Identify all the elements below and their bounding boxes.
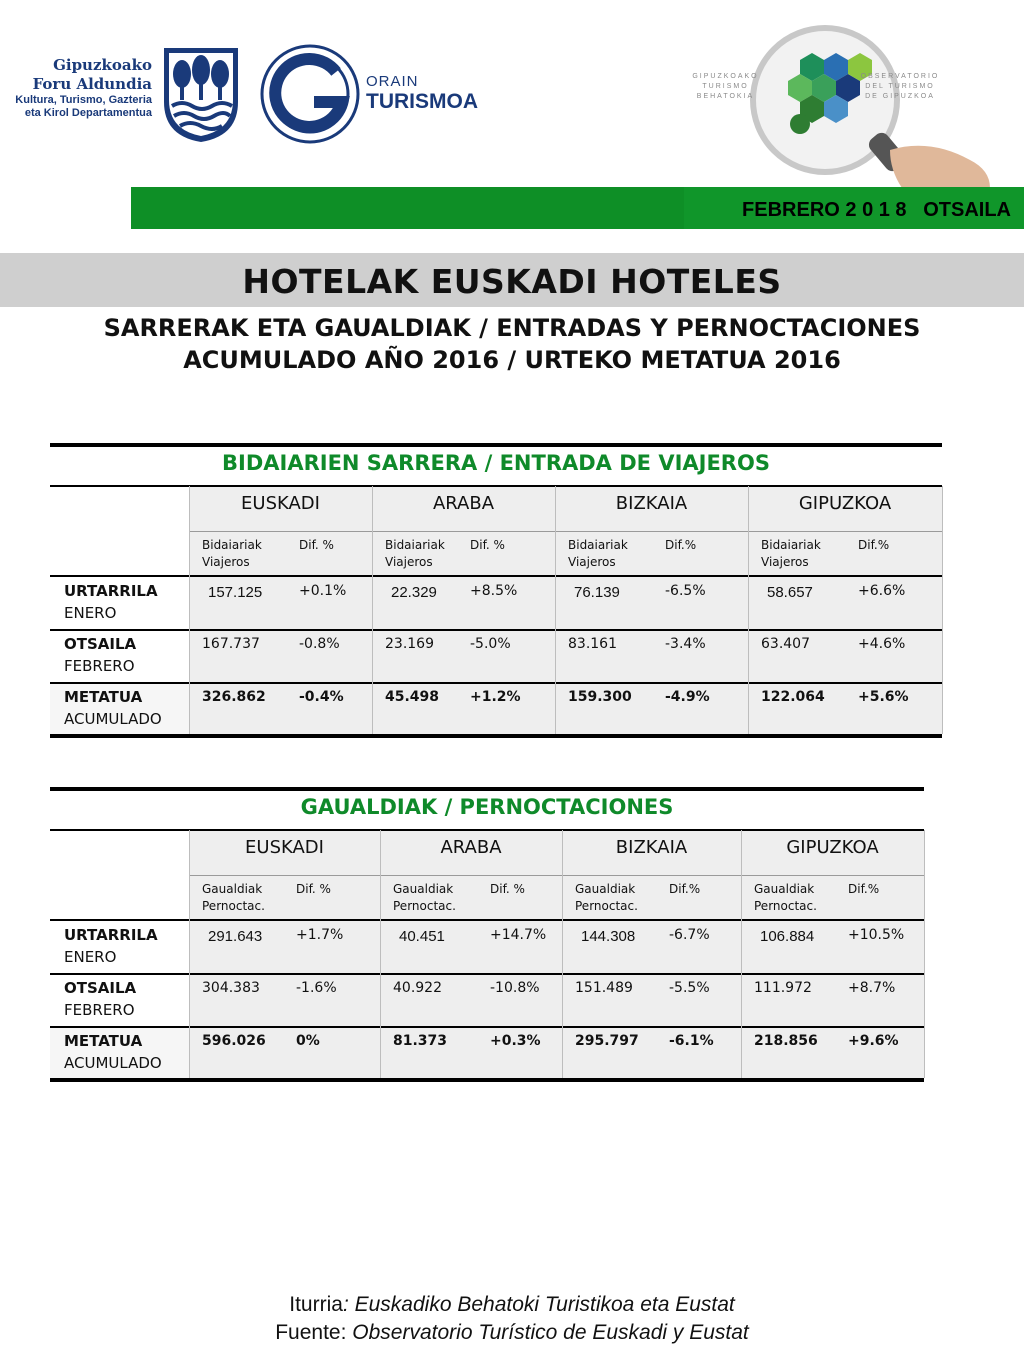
dif-cell: -5.0%	[470, 636, 511, 652]
dif-label: Dif. %	[490, 882, 525, 896]
dif-label: Dif.%	[665, 538, 697, 552]
row-label-eu: OTSAILA	[64, 979, 137, 997]
page-title: HOTELAK EUSKADI HOTELES	[242, 262, 782, 301]
date-label: FEBRERO 2 0 1 8 OTSAILA	[742, 199, 1011, 221]
sub-label: Viajeros	[568, 555, 616, 569]
sub-label: Gaualdiak	[754, 882, 815, 896]
dif-cell: +4.6%	[858, 636, 906, 652]
sub-label: Bidaiariak	[202, 538, 262, 552]
dif-cell: +0.3%	[490, 1033, 541, 1049]
orain-turismoa-logo	[366, 74, 478, 114]
obs-left-line-1: GIPUZKOAKO	[692, 73, 759, 80]
dif-cell: -0.4%	[299, 689, 344, 705]
table-col-divider	[189, 486, 190, 734]
orain-text: ORAIN	[366, 73, 419, 90]
row-label-es: FEBRERO	[64, 1001, 135, 1019]
dif-cell: +1.2%	[470, 689, 521, 705]
table-rule	[50, 629, 942, 631]
dif-cell: +8.5%	[470, 583, 518, 599]
row-label-eu: METATUA	[64, 688, 143, 706]
subtitle-2: ACUMULADO AÑO 2016 / URTEKO METATUA 2016	[183, 346, 841, 374]
table-rule	[50, 829, 924, 831]
value-cell: 218.856	[754, 1033, 818, 1049]
sub-label: Viajeros	[385, 555, 433, 569]
dif-cell: -6.7%	[669, 927, 710, 943]
sub-label: Gaualdiak	[575, 882, 636, 896]
dif-cell: -1.6%	[296, 980, 337, 996]
region-header: EUSKADI	[241, 493, 320, 514]
table-heading: GAUALDIAK / PERNOCTACIONES	[300, 795, 674, 819]
dif-label: Dif.%	[669, 882, 701, 896]
dif-cell: -0.8%	[299, 636, 340, 652]
dif-cell: -5.5%	[669, 980, 710, 996]
dif-cell: +0.1%	[299, 583, 347, 599]
dif-cell: +6.6%	[858, 583, 906, 599]
row-label-es: ACUMULADO	[64, 710, 162, 728]
sub-label: Pernoctac.	[202, 899, 265, 913]
value-cell: 83.161	[568, 636, 617, 652]
source-label-2: Fuente:	[275, 1321, 353, 1344]
source-line-1	[0, 1293, 1024, 1317]
dif-cell: +8.7%	[848, 980, 896, 996]
sub-label: Pernoctac.	[754, 899, 817, 913]
value-cell: 111.972	[754, 980, 812, 996]
table-rule	[50, 919, 924, 921]
table-rule	[50, 1026, 924, 1028]
value-cell: 159.300	[568, 689, 632, 705]
obs-text-right	[846, 72, 954, 102]
pernoctaciones-table	[50, 787, 924, 1085]
table-col-divider	[942, 486, 943, 734]
table-col-divider	[380, 830, 381, 1078]
dept-line-2: eta Kirol Departamentua	[24, 107, 152, 119]
value-cell: 167.737	[202, 636, 260, 652]
table-col-divider	[741, 830, 742, 1078]
sub-label: Gaualdiak	[202, 882, 263, 896]
value-cell: 40.451	[399, 928, 445, 945]
table-col-divider	[562, 830, 563, 1078]
dif-cell: +1.7%	[296, 927, 344, 943]
sub-label: Pernoctac.	[575, 899, 638, 913]
dif-label: Dif.%	[858, 538, 890, 552]
region-header: ARABA	[432, 493, 495, 514]
row-label-es: ENERO	[64, 948, 117, 966]
turismoa-text: TURISMOA	[366, 90, 478, 113]
table-col-divider	[924, 830, 925, 1078]
region-header: BIZKAIA	[615, 493, 688, 514]
table-rule	[189, 531, 942, 532]
dif-cell: -6.1%	[669, 1033, 714, 1049]
dif-cell: +5.6%	[858, 689, 909, 705]
sub-label: Viajeros	[761, 555, 809, 569]
subtitle-1: SARRERAK ETA GAUALDIAK / ENTRADAS Y PERNOCTACIONES	[103, 314, 921, 342]
table-col-divider	[748, 486, 749, 734]
region-header: EUSKADI	[245, 837, 324, 858]
table-col-divider	[555, 486, 556, 734]
value-cell: 40.922	[393, 980, 442, 996]
value-cell: 326.862	[202, 689, 266, 705]
coat-of-arms-icon	[160, 44, 242, 144]
obs-right-line-2: DEL TURISMO	[865, 83, 935, 90]
sub-label: Bidaiariak	[568, 538, 628, 552]
value-cell: 304.383	[202, 980, 260, 996]
region-header: ARABA	[440, 837, 502, 858]
row-label-es: FEBRERO	[64, 657, 135, 675]
obs-left-line-2: TURISMO	[702, 83, 749, 90]
value-cell: 596.026	[202, 1033, 266, 1049]
value-cell: 45.498	[385, 689, 440, 705]
table-rule	[189, 875, 924, 876]
dif-cell: -4.9%	[665, 689, 710, 705]
table-bottom-rule	[50, 1078, 924, 1082]
sub-label: Viajeros	[202, 555, 250, 569]
obs-left-line-3: BEHATOKIA	[696, 93, 755, 100]
table-rule	[50, 973, 924, 975]
dif-cell: +10.5%	[848, 927, 905, 943]
row-label-eu: OTSAILA	[64, 635, 137, 653]
dif-cell: -6.5%	[665, 583, 706, 599]
table-col-divider	[372, 486, 373, 734]
dif-cell: +9.6%	[848, 1033, 899, 1049]
value-cell: 157.125	[208, 584, 263, 601]
dif-cell: +14.7%	[490, 927, 547, 943]
table-col-divider	[189, 830, 190, 1078]
obs-right-line-1: OBSERVATORIO	[860, 73, 940, 80]
region-header: GIPUZKOA	[786, 837, 879, 858]
source-label-1: Iturria	[289, 1293, 343, 1316]
region-header: GIPUZKOA	[798, 493, 892, 514]
dif-label: Dif. %	[299, 538, 334, 552]
dept-line-1: Kultura, Turismo, Gazteria	[15, 94, 152, 106]
source-text-1: : Euskadiko Behatoki Turistikoa eta Eustat	[342, 1293, 735, 1316]
org-name-block	[12, 56, 152, 120]
row-label-eu: URTARRILA	[64, 582, 158, 600]
source-line-2	[0, 1321, 1024, 1345]
value-cell: 291.643	[208, 928, 263, 945]
value-cell: 76.139	[574, 584, 620, 601]
table-rule	[50, 485, 942, 487]
value-cell: 295.797	[575, 1033, 639, 1049]
dif-label: Dif. %	[296, 882, 331, 896]
magnifier-icon	[640, 20, 1024, 188]
value-cell: 106.884	[760, 928, 815, 945]
obs-right-line-3: DE GIPUZKOA	[865, 93, 935, 100]
region-header: BIZKAIA	[615, 837, 688, 858]
value-cell: 151.489	[575, 980, 633, 996]
value-cell: 22.329	[391, 584, 437, 601]
dif-cell: -3.4%	[665, 636, 706, 652]
dif-label: Dif.%	[848, 882, 880, 896]
source-text-2: Observatorio Turístico de Euskadi y Eustat	[352, 1321, 749, 1344]
value-cell: 58.657	[767, 584, 813, 601]
row-label-eu: URTARRILA	[64, 926, 158, 944]
row-label-es: ENERO	[64, 604, 117, 622]
sub-label: Bidaiariak	[385, 538, 445, 552]
value-cell: 122.064	[761, 689, 825, 705]
dif-label: Dif. %	[470, 538, 505, 552]
value-cell: 23.169	[385, 636, 434, 652]
org-line-1: Gipuzkoako	[53, 56, 152, 74]
table-top-rule	[50, 787, 924, 791]
table-rule	[50, 575, 942, 577]
org-line-2: Foru Aldundia	[32, 75, 152, 93]
sub-label: Pernoctac.	[393, 899, 456, 913]
row-label-es: ACUMULADO	[64, 1054, 162, 1072]
table-rule	[50, 682, 942, 684]
dif-cell: -10.8%	[490, 980, 540, 996]
table-bottom-rule	[50, 734, 942, 738]
value-cell: 81.373	[393, 1033, 448, 1049]
obs-text-left	[678, 72, 773, 102]
viajeros-table	[50, 443, 942, 741]
g-logo-icon	[258, 42, 362, 146]
table-top-rule	[50, 443, 942, 447]
sub-label: Gaualdiak	[393, 882, 454, 896]
row-label-eu: METATUA	[64, 1032, 143, 1050]
dif-cell: 0%	[296, 1033, 320, 1049]
value-cell: 144.308	[581, 928, 636, 945]
value-cell: 63.407	[761, 636, 810, 652]
sub-label: Bidaiariak	[761, 538, 821, 552]
table-heading: BIDAIARIEN SARRERA / ENTRADA DE VIAJEROS	[222, 451, 770, 475]
